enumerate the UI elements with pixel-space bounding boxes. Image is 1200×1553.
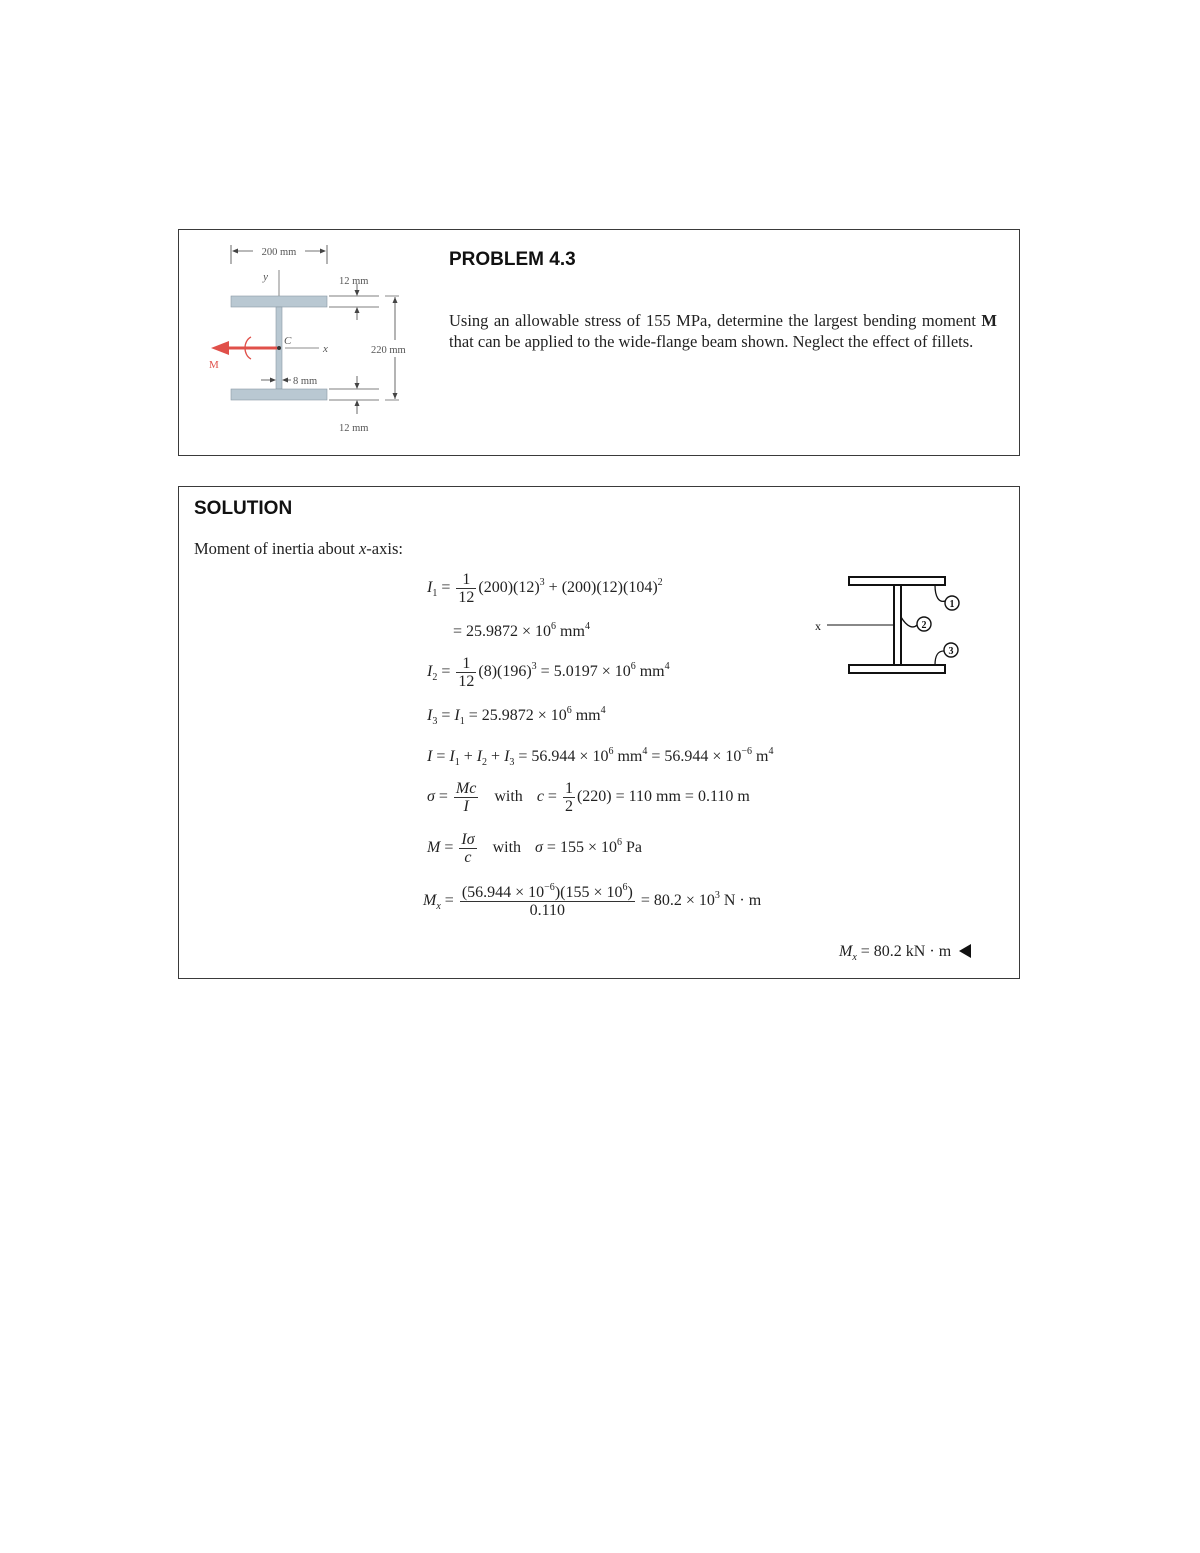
dim-flange-width: 200 mm: [261, 247, 297, 258]
part-label-1: 1: [949, 599, 955, 610]
dim-web-thickness: 8 mm: [293, 376, 318, 387]
solution-panel: [178, 486, 1020, 979]
problem-title: PROBLEM 4.3: [449, 249, 576, 270]
eq-flexure-formula: σ = $\frac{Mc}{I}$ with c = $\frac{1}{2}$ (220) = 110 mm = 0.110 m: [427, 780, 750, 815]
moment-arrow-icon: [211, 341, 229, 355]
top-flange: [231, 296, 327, 307]
bottom-flange: [231, 389, 327, 400]
dim-total-depth: 220 mm: [371, 345, 406, 356]
part-label-2: 2: [921, 620, 927, 631]
eq-i1: $I_1$ = $\frac{1}{12}$ $(200)(12)^3 + (200)(12)(104)^2$: [427, 571, 663, 606]
eq-i1-value: = $25.9872 \times 10^6$ $mm^4$: [453, 621, 590, 640]
problem-statement: [449, 310, 997, 352]
dim-top-flange-thickness: 12 mm: [339, 276, 369, 287]
eq-i2: $I_2$ = $\frac{1}{12}$ $(8)(196)^3 = 5.0197 \times 10^6$ $mm^4$: [427, 655, 670, 690]
beam-cross-section-figure: [199, 240, 439, 445]
x-axis-label: x: [323, 343, 328, 355]
solution-title: SOLUTION: [194, 498, 293, 519]
eq-i-total: $I = I_1 + I_2 + I_3 = 56.944 \times 10^6$ $mm^4 = 56.944 \times 10^{-6}$ $m^4$: [427, 746, 774, 768]
final-answer: $M_x = 80.2$ kN · m: [839, 943, 971, 961]
eq-i3: $I_3 = I_1 = 25.9872 \times 10^6$ $mm^4$: [427, 705, 606, 727]
problem-statement-symbol: M: [981, 310, 997, 330]
eq-moment-value: $M_x$ = $\frac{(56.944 \times 10^{-6})(155 \times 10^6)}{0.110}$ = $80.2 \times 10^3$ N · m: [423, 882, 762, 919]
centroid-label: C: [284, 335, 292, 347]
moment-label: M: [209, 359, 219, 371]
part-label-3: 3: [948, 646, 954, 657]
solution-beam-figure: [807, 567, 977, 682]
answer-marker-icon: [959, 944, 971, 958]
solution-intro: Moment of inertia about x-axis:: [194, 539, 403, 558]
eq-moment-formula: M = $\frac{I\sigma}{c}$ with $\sigma = 155 \times 10^6$ Pa: [427, 831, 642, 866]
problem-statement-part1: Using an allowable stress of 155 MPa, determine the largest bending moment: [449, 310, 982, 330]
problem-statement-part2: that can be applied to the wide-flange beam shown. Neglect the effect of fillets.: [449, 331, 974, 351]
problem-panel: [178, 229, 1020, 456]
solution-x-axis-label: x: [815, 619, 821, 633]
y-axis-label: y: [263, 271, 268, 283]
dim-bottom-flange-thickness: 12 mm: [339, 423, 369, 434]
